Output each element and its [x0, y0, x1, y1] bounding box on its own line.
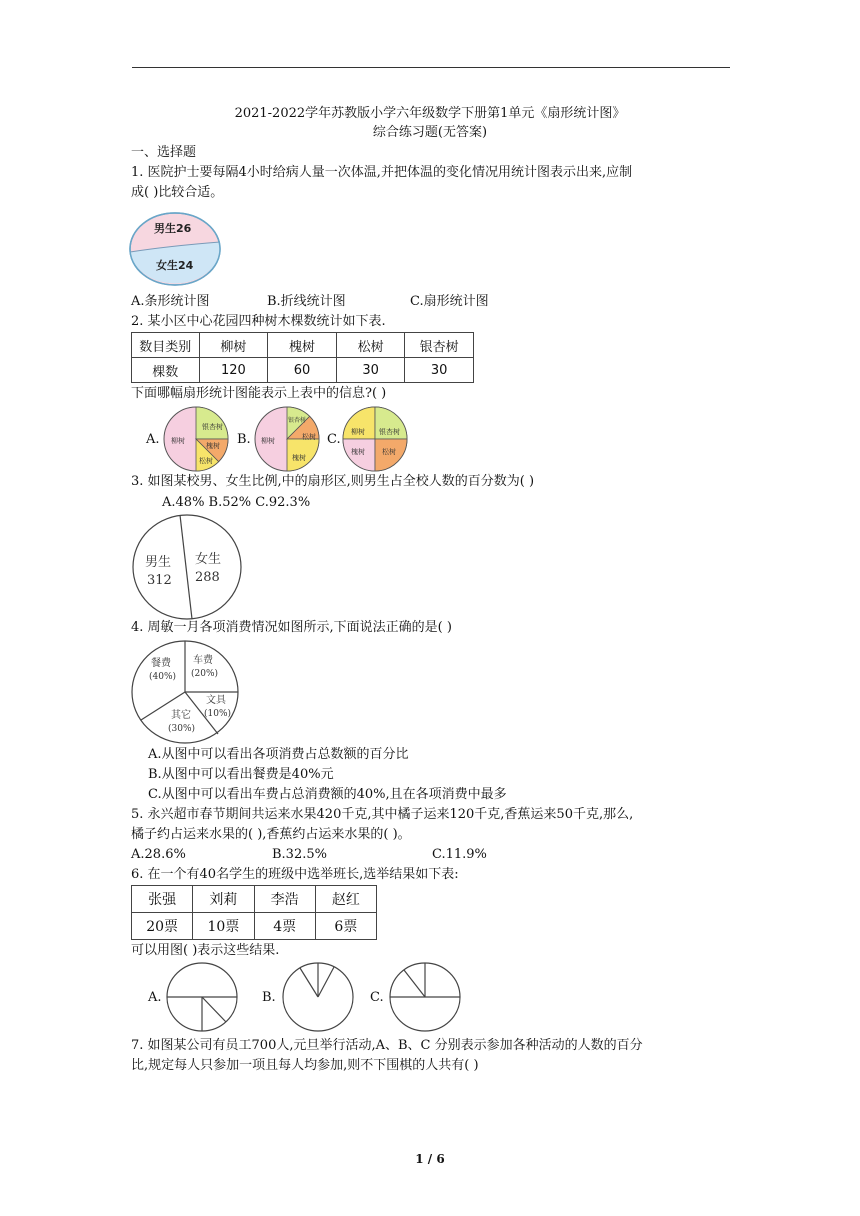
q3-right-label: 女生 [195, 552, 222, 567]
q6-label-a: A. [148, 990, 162, 1005]
q2-label-b: B. [237, 432, 251, 447]
q6-name-cell: 赵红 [315, 886, 376, 913]
q4-slice3-label: 文具 [206, 695, 226, 706]
q1-option-c: C.扇形统计图 [410, 294, 489, 309]
q2-td: 棵数 [132, 358, 200, 383]
q6-vote-cell: 6票 [315, 913, 376, 940]
q2-pie-c-q1: 柳树 [351, 428, 365, 436]
q2-pie-b-r1: 银杏树 [288, 417, 307, 424]
q4-slice1-pct: (40%) [149, 672, 177, 682]
q6-name-cell: 李浩 [254, 886, 315, 913]
q2-td: 60 [268, 358, 337, 383]
q2-pie-a [163, 406, 229, 472]
page-number: 1 / 6 [415, 1152, 445, 1166]
q3-options: A.48% B.52% C.92.3% [162, 495, 311, 510]
q2-pie-a-r1: 银杏树 [202, 423, 223, 431]
doc-title-line1: 2021-2022学年苏教版小学六年级数学下册第1单元《扇形统计图》 [234, 106, 626, 121]
q2-pie-b [254, 406, 320, 472]
q5-option-c: C.11.9% [432, 847, 487, 862]
q2-label-a: A. [146, 432, 160, 447]
q2-pie-c-q2: 银杏树 [379, 428, 400, 436]
q2-td: 30 [336, 358, 405, 383]
q6-vote-cell: 10票 [193, 913, 254, 940]
q4-option-a: A.从图中可以看出各项消费占总数额的百分比 [148, 747, 409, 762]
q2-text: 2. 某小区中心花园四种树木棵数统计如下表. [131, 314, 386, 329]
q2-td: 30 [405, 358, 474, 383]
q2-question: 下面哪幅扇形统计图能表示上表中的信息?( ) [131, 386, 387, 401]
q3-left-label: 男生 [145, 555, 172, 570]
q2-th: 银杏树 [405, 333, 474, 358]
q3-right-value: 288 [195, 570, 220, 585]
q6-name-cell: 张强 [132, 886, 193, 913]
q6-label-c: C. [370, 990, 384, 1005]
q4-slice4-label: 其它 [171, 710, 191, 721]
q1-pie-top-label: 男生26 [154, 222, 192, 235]
q4-slice3-pct: (10%) [204, 709, 232, 719]
q2-pie-c-q4: 松树 [382, 448, 396, 456]
q6-question: 可以用图( )表示这些结果. [131, 943, 280, 958]
q2-pie-b-r2: 松树 [302, 433, 316, 441]
q3-left-value: 312 [147, 573, 172, 588]
q7-text-line2: 比,规定每人只参加一项且每人均参加,则不下围棋的人共有( ) [131, 1058, 479, 1073]
q2-th: 数目类别 [132, 333, 200, 358]
q4-text: 4. 周敏一月各项消费情况如图所示,下面说法正确的是( ) [131, 620, 452, 635]
q6-pie-b [282, 962, 354, 1032]
q1-text-line1: 1. 医院护士要每隔4小时给病人量一次体温,并把体温的变化情况用统计图表示出来,应制 [131, 165, 633, 180]
q3-pie-chart [132, 514, 242, 620]
q2-pie-a-left: 柳树 [171, 437, 185, 445]
q2-th: 柳树 [199, 333, 268, 358]
q4-slice2-pct: (20%) [191, 669, 219, 679]
q4-slice4-pct: (30%) [168, 724, 196, 734]
q2-pie-a-r2: 槐树 [206, 442, 220, 450]
q1-option-b: B.折线统计图 [267, 294, 346, 309]
q2-pie-b-left: 柳树 [261, 437, 275, 445]
q6-text: 6. 在一个有40名学生的班级中选举班长,选举结果如下表: [131, 867, 459, 882]
section-heading: 一、选择题 [131, 145, 197, 160]
q4-option-b: B.从图中可以看出餐费是40%元 [148, 767, 334, 782]
q6-label-b: B. [262, 990, 276, 1005]
q2-pie-c-q3: 槐树 [351, 448, 365, 456]
q2-td: 120 [199, 358, 268, 383]
doc-title-line2: 综合练习题(无答案) [372, 125, 488, 140]
q5-option-a: A.28.6% [131, 847, 186, 862]
q3-text: 3. 如图某校男、女生比例,中的扇形区,则男生占全校人数的百分数为( ) [131, 474, 535, 489]
q2-pie-a-r3: 松树 [199, 457, 213, 465]
q7-text-line1: 7. 如图某公司有员工700人,元旦举行活动,A、B、C 分别表示参加各种活动的人数的百分 [131, 1038, 643, 1053]
q2-th: 松树 [336, 333, 405, 358]
q5-text-line2: 橘子约占运来水果的( ),香蕉约占运来水果的( )。 [131, 827, 411, 842]
q4-slice2-label: 车费 [193, 655, 213, 666]
q5-text-line1: 5. 永兴超市春节期间共运来水果420千克,其中橘子运来120千克,香蕉运来50千克,那么, [131, 807, 634, 822]
q2-pie-c [342, 406, 408, 472]
q5-option-b: B.32.5% [272, 847, 327, 862]
q6-pie-c [389, 962, 461, 1032]
q2-pie-b-r3: 槐树 [292, 454, 306, 462]
q1-pie-chart [129, 212, 223, 286]
q2-th: 槐树 [268, 333, 337, 358]
q6-table [131, 885, 377, 940]
q6-pie-a [166, 962, 238, 1032]
header-rule [132, 67, 730, 68]
q6-vote-cell: 20票 [132, 913, 193, 940]
q6-vote-cell: 4票 [254, 913, 315, 940]
q6-name-cell: 刘莉 [193, 886, 254, 913]
q2-table [131, 332, 474, 383]
q1-pie-bottom-label: 女生24 [156, 259, 194, 272]
q1-text-line2: 成( )比较合适。 [131, 185, 224, 200]
q4-option-c: C.从图中可以看出车费占总消费额的40%,且在各项消费中最多 [148, 787, 507, 802]
q4-pie-chart [131, 640, 239, 744]
q2-label-c: C. [327, 432, 341, 447]
q1-option-a: A.条形统计图 [131, 294, 210, 309]
q4-slice1-label: 餐费 [151, 658, 171, 669]
